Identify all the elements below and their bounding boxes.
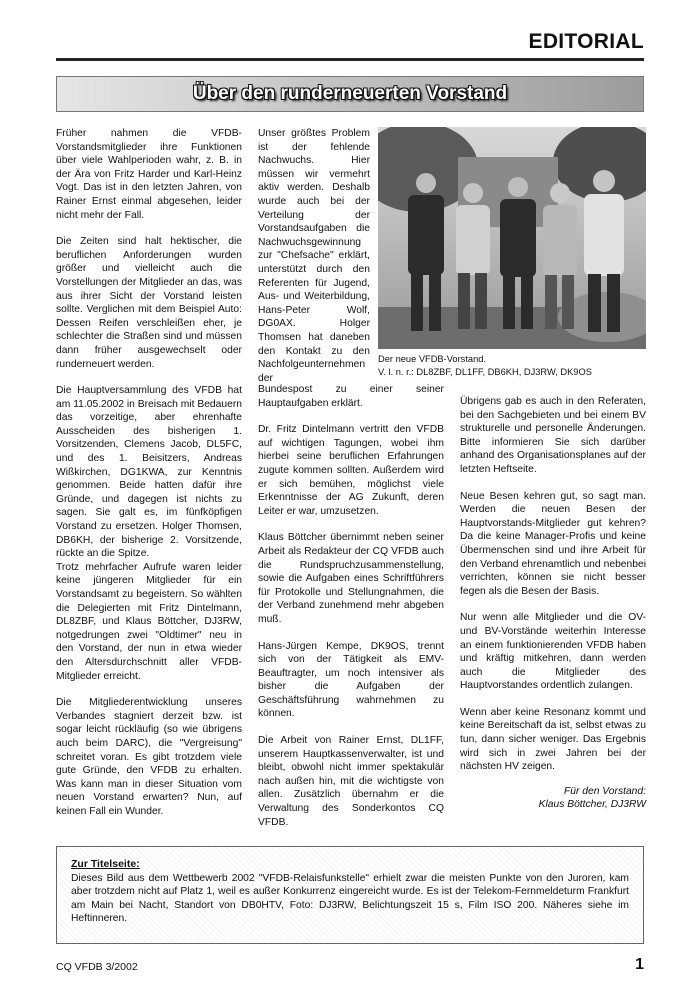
paragraph: Früher nahmen die VFDB-Vorstandsmitglieder ihre Funktionen über viele Wahlperioden wahr, z. B. in der Ära von Fritz Harder und Karl-Heinz Vogt. Das ist in den letzten Jahren, von Rainer Ernst einmal abgesehen, leider nicht mehr der Fall. (56, 128, 242, 221)
photo-caption (378, 353, 648, 378)
article-column-2-top (258, 127, 370, 385)
cover-note-box (56, 846, 644, 944)
signature-label: Für den Vorstand: (563, 785, 646, 797)
paragraph: Dr. Fritz Dintelmann vertritt den VFDB auf wichtigen Tagungen, wobei ihm hierbei seine beruflichen Erfahrungen zugute kommen sollten. Außerdem wird er sich bemühen, möglichst viele Erkenntnisse der AG Zukunft, deren Leiter er war, umzusetzen. (258, 424, 444, 517)
paragraph: Übrigens gab es auch in den Referaten, bei den Sachgebieten und bei einem BV strukturelle und personelle Änderungen. Bitte informieren Sie sich darüber anhand des Organisationsplanes auf der letzten Heftseite. (460, 396, 646, 475)
section-title: EDITORIAL (528, 30, 644, 53)
article-column-1 (56, 127, 242, 832)
cover-note-text: Dieses Bild aus dem Wettbewerb 2002 "VFDB-Relaisfunkstelle" erhielt zwar die meisten Punkte von den Juroren, kam aber trotzdem nicht auf Platz 1, weil es außer Konkurrenz eingereicht wurde. Es ist der Telekom-Fernmeldeturm Frankfurt am Main bei Nacht, Standort von DB0HTV, Foto: DJ3RW, Belichtungszeit 15 s, Film ISO 200. Näheres siehe im Heftinneren. (71, 873, 629, 925)
article-column-3 (460, 395, 646, 812)
headline: Über den runderneuerten Vorstand (192, 83, 508, 104)
paragraph: Unser größtes Problem ist der fehlende Nachwuchs. Hier müssen wir vermehrt aktiv werden. Deshalb wurde auch bei der Verteilung der Vorstandsaufgaben die Nachwuchsgewinnung zur "Chefsache" erklärt, unterstützt durch den Referenten für Jugend, Aus- und Weiterbildung, Hans-Peter Wolf, DG0AX. Holger Thomsen hat daneben den Kontakt zu den Nachfolgeunternehmen der (258, 128, 370, 384)
paragraph: Wenn aber keine Resonanz kommt und keine Bereitschaft da ist, selbst etwas zu tun, dann sicher weniger. Das Ergebnis wird sich in zwei Jahren bei der nächsten HV zeigen. (460, 706, 646, 773)
board-photo (378, 127, 646, 349)
page-number: 1 (635, 956, 644, 973)
paragraph: Neue Besen kehren gut, so sagt man. Werden die neuen Besen der Hauptvorstands-Mitglieder gut kehren? Da die keine Manager-Profis und keine Übermenschen sind und ihre Arbeit für den Verband ehrenamtlich und nebenbei verrichten, können sie nicht besser fegen als die Besen der Basis. (460, 490, 646, 597)
paragraph: Bundespost zu einer seiner Hauptaufgaben erklärt. (258, 384, 444, 409)
paragraph: Klaus Böttcher übernimmt neben seiner Arbeit als Redakteur der CQ VFDB auch die Rundspruchzusammenstellung, sowie die Aufgaben eines Schriftführers für Protokolle und Stellungnahmen, die der Verband zunehmend mehr abgeben muß. (258, 532, 444, 625)
caption-line: Der neue VFDB-Vorstand. (378, 354, 486, 364)
cover-note-title: Zur Titelseite: (71, 858, 140, 870)
issue-label: CQ VFDB 3/2002 (56, 961, 138, 973)
signature-name: Klaus Böttcher, DJ3RW (538, 799, 646, 811)
caption-names: V. l. n. r.: DL8ZBF, DL1FF, DB6KH, DJ3RW, DK9OS (378, 366, 592, 377)
headline-banner (56, 76, 644, 112)
paragraph: Die Mitgliederentwicklung unseres Verbandes stagniert derzeit bzw. ist sogar leicht rückläufig (so wie übrigens auch beim DARC), die "Vergreisung" schreitet voran. Es gibt trotzdem viele gute Gründe, den VFDB zu erhalten. Was kann man in dieser Situation vom neuen Vorstand erwarten? Nun, auf keinen Fall ein Wunder. (56, 697, 242, 817)
group-photo-image (378, 127, 646, 349)
paragraph: Die Arbeit von Rainer Ernst, DL1FF, unserem Hauptkassenverwalter, ist und bleibt, obwohl nicht immer spektakulär nach außen hin, mit die wichtigste von allen. Zusätzlich übernahm er die Verwaltung des Sonderkontos CQ VFDB. (258, 735, 444, 828)
paragraph: Die Hauptversammlung des VFDB hat am 11.05.2002 in Breisach mit Bedauern das vorzeitige, aber ehrenhafte Ausscheiden des bisherigen 1. Vorsitzenden, Clemens Jacob, DL5FC, und des 1. Beisitzers, Andreas Wißkirchen, DG1KWA, zur Kenntnis genommen. Beide hatten dafür ihre Gründe, und dagegen ist nichts zu sagen. Sie galt es, im fünfköpfigen Vorstand zu ersetzen. Holger Thomsen, DB6KH, der bisherige 2. Vorsitzende, rückte an die Spitze. (56, 385, 242, 560)
article-column-2 (258, 383, 444, 842)
paragraph: Hans-Jürgen Kempe, DK9OS, trennt sich von der Tätigkeit als EMV-Beauftragter, um noch intensiver als bisher die Aufgaben der Geschäftsführung wahrnehmen zu können. (258, 640, 444, 720)
paragraph: Nur wenn alle Mitglieder und die OV- und BV-Vorstände weiterhin Interesse an einem funktionierenden VFDB haben und kräftig mitkehren, dann werden auch die Mitglieder des Hauptvorstandes ordentlich zulangen. (460, 612, 646, 692)
paragraph: Trotz mehrfacher Aufrufe waren leider keine jüngeren Mitglieder für ein Vorstandsamt zu begeistern. So wählten die Delegierten mit Fritz Dintelmann, DL8ZBF, und Klaus Böttcher, DJ3RW, notgedrungen zwei "Oldtimer" neu in den Vorstand, der nun in etwa wieder den Altersdurchschnitt aller VFDB-Mitglieder erreicht. (56, 561, 242, 682)
paragraph: Die Zeiten sind halt hektischer, die beruflichen Anforderungen wurden größer und vielleicht auch die Vorstellungen der Mitglieder an das, was aus ihrer Sicht der Vorstand leisten sollte. Verglichen mit dem Beispiel Auto: Dessen Reifen verschleißen eher, je schlechter die Straßen sind und müssen dann früher ausgewechselt oder runderneuert werden. (56, 236, 242, 370)
top-rule (56, 58, 644, 61)
